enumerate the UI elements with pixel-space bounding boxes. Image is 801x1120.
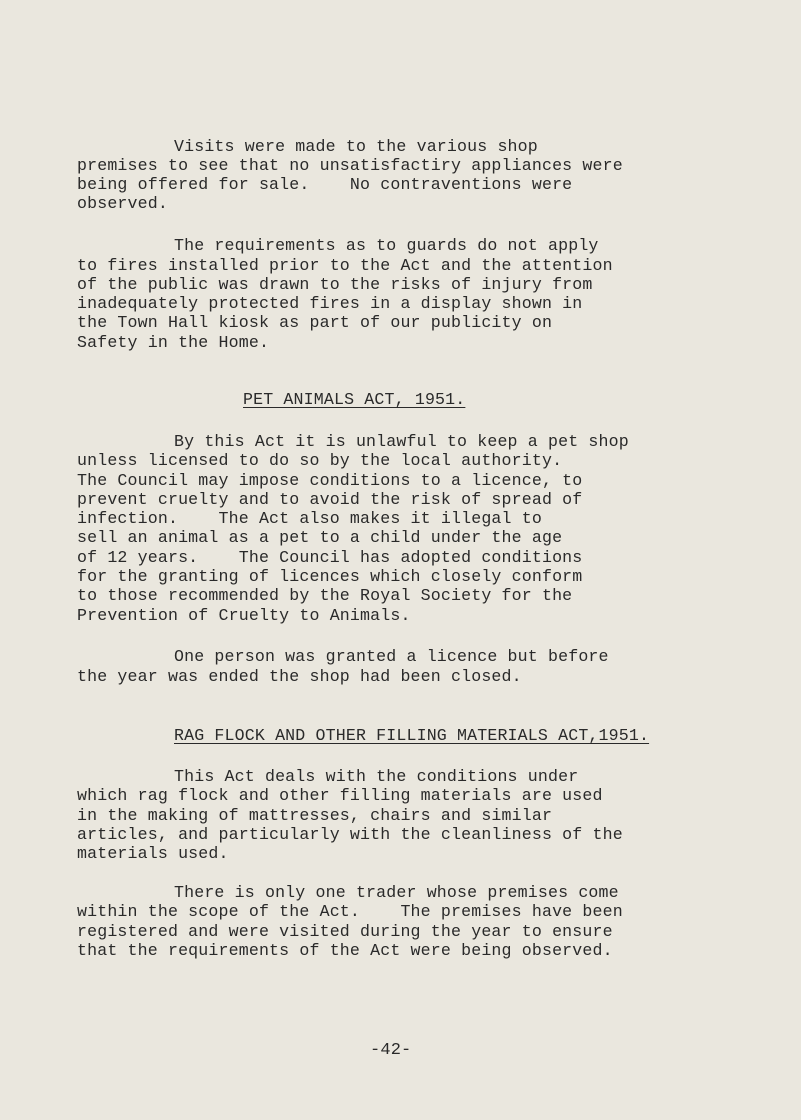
text-line: inadequately protected fires in a display shown in [77, 294, 583, 313]
text-line: for the granting of licences which closely conform [77, 567, 583, 586]
text-line: to those recommended by the Royal Society for the [77, 586, 573, 605]
text-line: of the public was drawn to the risks of injury from [77, 275, 593, 294]
text-line: materials used. [77, 844, 229, 863]
page-number: -42- [370, 1041, 412, 1060]
text-line: the year was ended the shop had been closed. [77, 667, 522, 686]
text-line: premises to see that no unsatisfactiry appliances were [77, 156, 623, 175]
text-line: Safety in the Home. [77, 333, 270, 352]
text-line: There is only one trader whose premises come [174, 883, 619, 902]
text-line: By this Act it is unlawful to keep a pet shop [174, 432, 629, 451]
text-line: One person was granted a licence but before [174, 647, 609, 666]
text-line: This Act deals with the conditions under [174, 767, 579, 786]
text-line: infection. The Act also makes it illegal to [77, 509, 542, 528]
text-line: sell an animal as a pet to a child under the age [77, 528, 563, 547]
section-heading-pet-animals-act: PET ANIMALS ACT, 1951. [243, 390, 466, 409]
text-line: The requirements as to guards do not apply [174, 236, 599, 255]
text-line: Prevention of Cruelty to Animals. [77, 606, 411, 625]
text-line: articles, and particularly with the cleanliness of the [77, 825, 623, 844]
section-heading-rag-flock-act: RAG FLOCK AND OTHER FILLING MATERIALS ACT,1951. [174, 726, 650, 745]
text-line: registered and were visited during the year to ensure [77, 922, 613, 941]
text-line: in the making of mattresses, chairs and similar [77, 806, 553, 825]
text-line: that the requirements of the Act were being observed. [77, 941, 613, 960]
text-line: to fires installed prior to the Act and the attention [77, 256, 613, 275]
text-line: the Town Hall kiosk as part of our publicity on [77, 313, 553, 332]
text-line: The Council may impose conditions to a licence, to [77, 471, 583, 490]
text-line: being offered for sale. No contraventions were [77, 175, 573, 194]
text-line: within the scope of the Act. The premises have been [77, 902, 623, 921]
text-line: prevent cruelty and to avoid the risk of spread of [77, 490, 583, 509]
text-line: unless licensed to do so by the local authority. [77, 451, 563, 470]
text-line: observed. [77, 194, 168, 213]
text-line: Visits were made to the various shop [174, 137, 538, 156]
text-line: of 12 years. The Council has adopted conditions [77, 548, 583, 567]
text-line: which rag flock and other filling materials are used [77, 786, 603, 805]
